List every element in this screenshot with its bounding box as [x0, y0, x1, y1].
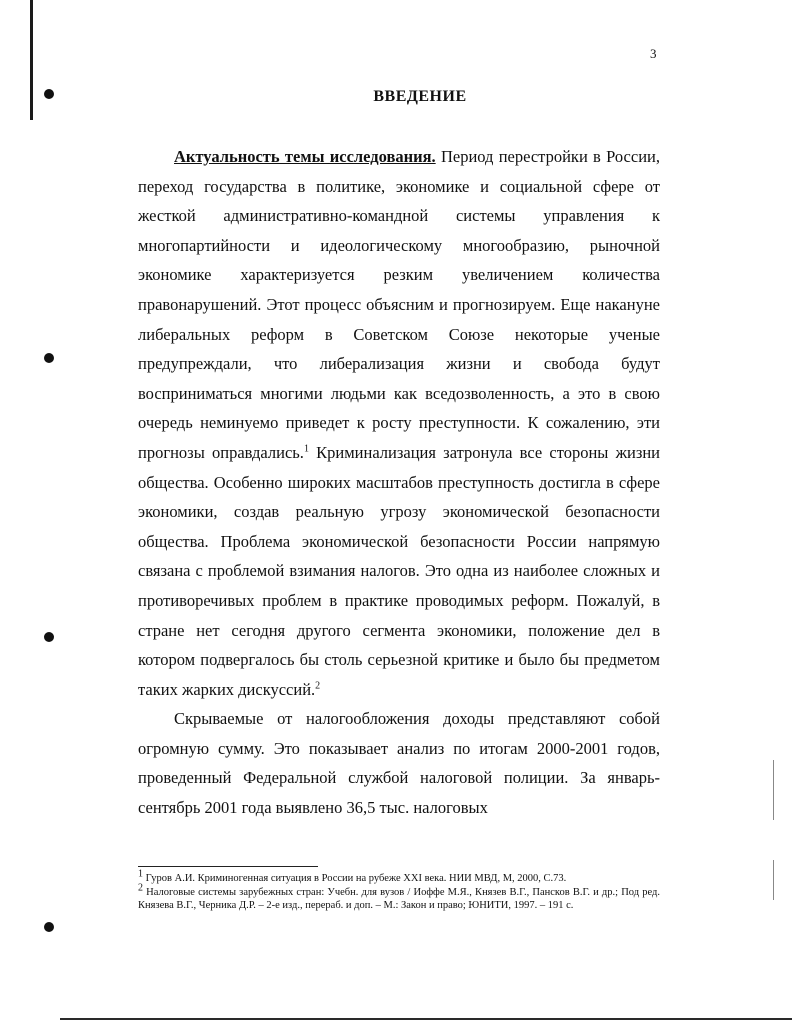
- paragraph-text: Период перестройки в России, переход государства в политике, экономике и социальной сфере от жесткой административно-командной системы управления к многопартийности и идеологическому многообразию, рыночной экономике характеризуется резким увеличением количества правонарушений. Этот процесс объясним и прогнозируем. Еще накануне либеральных реформ в Советском Союзе некоторые ученые предупреждали, что либерализация жизни и свобода будут восприниматься многими людьми как вседозволенность, а это в свою очередь неминуемо приведет к росту преступности. К сожалению, эти прогнозы оправдались.: [138, 147, 660, 462]
- section-lead: Актуальность темы исследования.: [174, 147, 436, 166]
- footnote-ref: 1: [303, 443, 309, 455]
- footnote: [138, 882, 660, 913]
- scan-right-mark: [773, 760, 774, 820]
- scan-right-mark: [773, 860, 774, 900]
- punch-hole: [44, 353, 54, 363]
- footnote-ref: 2: [315, 680, 321, 692]
- paragraph-text: Криминализация затронула все стороны жизни общества. Особенно широких масштабов преступность достигла в сфере экономики, создав реальную угрозу экономической безопасности общества. Проблема экономической безопасности России напрямую связана с проблемой взимания налогов. Это одна из наиболее сложных и противоречивых проблем в практике проводимых реформ. Пожалуй, в стране нет сегодня другого сегмента экономики, положение дел в котором подвергалось бы столь серьезной критике и было бы предметом таких жарких дискуссий.: [138, 442, 661, 699]
- footnotes: [138, 868, 660, 913]
- punch-hole: [44, 632, 54, 642]
- footnote-text: Гуров А.И. Криминогенная ситуация в России на рубеже XXI века. НИИ МВД, М, 2000, С.73.: [143, 873, 567, 884]
- paragraph-relevance: [138, 142, 660, 704]
- footnote-text: Налоговые системы зарубежных стран: Учебн. для вузов / Иоффе М.Я., Князев В.Г., Пансков В.Г. и др.; Под ред. Князева В.Г., Черника Д.Р. – 2-е изд., перераб. и доп. – М.: Закон и право; ЮНИТИ, 1997. – 191 с.: [138, 886, 660, 911]
- main-text: [138, 142, 660, 823]
- footnote: [138, 868, 660, 886]
- page-number: 3: [650, 46, 657, 61]
- footnote-mark: 2: [138, 882, 143, 893]
- scan-bottom-edge: [60, 1018, 792, 1020]
- footnote-divider: [138, 866, 318, 867]
- page-title: ВВЕДЕНИЕ: [373, 88, 467, 105]
- footnote-mark: 1: [138, 868, 143, 880]
- punch-hole: [44, 922, 54, 932]
- paragraph-tax: Скрываемые от налогообложения доходы представляют собой огромную сумму. Это показывает анализ по итогам 2000-2001 годов, проведенный Федеральной службой налоговой полиции. За январь-сентябрь 2001 года выявлено 36,5 тыс. налоговых: [138, 709, 660, 818]
